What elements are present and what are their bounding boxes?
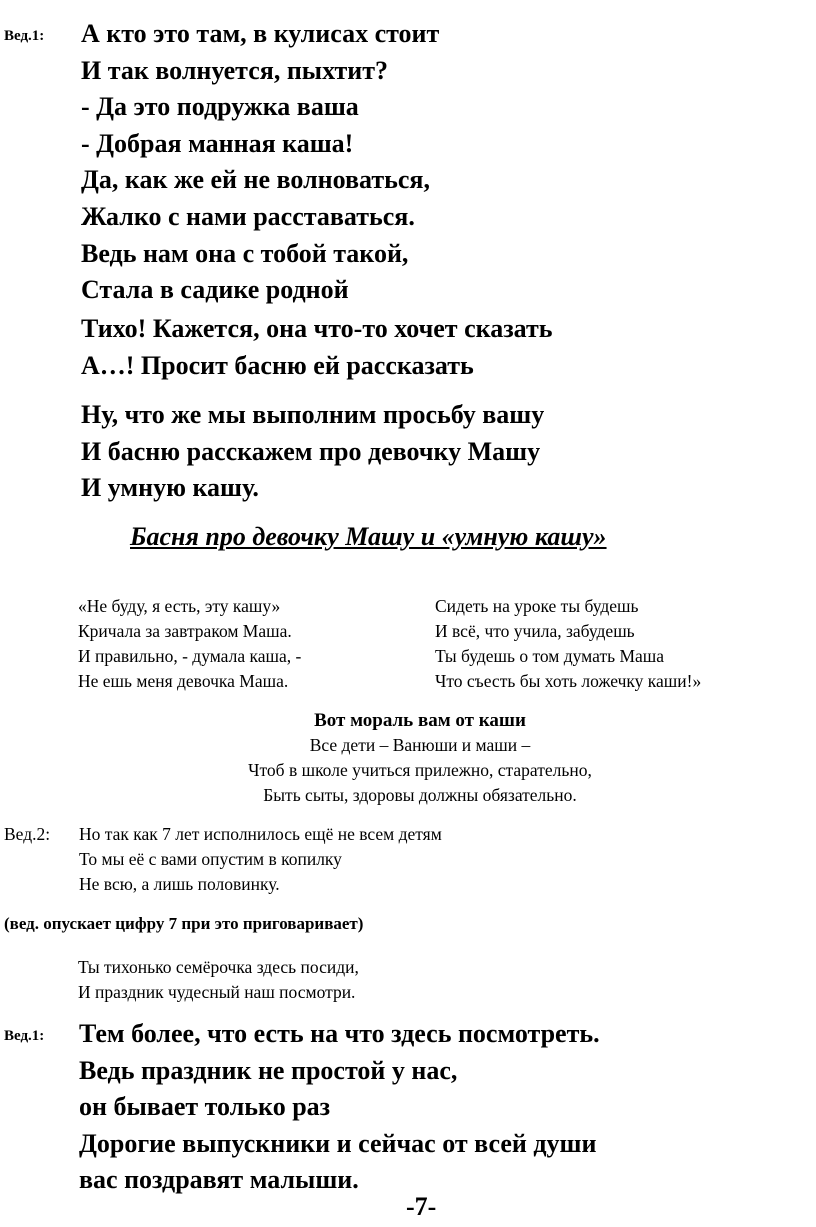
moral-line: Все дети – Ванюши и маши – <box>309 735 531 755</box>
speech-line: Ты тихонько семёрочка здесь посиди, <box>78 957 359 977</box>
speaker-label: Вед.1: <box>4 28 45 44</box>
verse-line: Дорогие выпускники и сейчас от всей души <box>79 1128 597 1158</box>
verse-line: Ведь праздник не простой у нас, <box>79 1055 458 1085</box>
verse-line: Ведь нам она с тобой такой, <box>81 238 409 268</box>
fable-column-right <box>435 594 701 694</box>
verse-line: Тихо! Кажется, она что-то хочет сказать <box>81 314 553 343</box>
fable-column-left <box>78 594 301 694</box>
verse-block-1 <box>81 16 439 309</box>
verse-line: Тем более, что есть на что здесь посмотреть. <box>79 1019 600 1048</box>
fable-title: Басня про девочку Машу и «умную кашу» <box>130 522 607 551</box>
speech-block-5 <box>78 955 359 1005</box>
verse-line: Стала в садике родной <box>81 275 349 305</box>
fable-line: Что съесть бы хоть ложечку каши!» <box>435 671 702 691</box>
verse-line: А кто это там, в кулисах стоит <box>81 19 440 48</box>
verse-line: - Да это подружка ваша <box>81 92 359 122</box>
page-number: -7- <box>406 1192 437 1221</box>
verse-line: И басню расскажем про девочку Машу <box>81 436 541 466</box>
moral-line: Чтоб в школе учиться прилежно, старательно, <box>248 760 592 780</box>
fable-line: «Не буду, я есть, эту кашу» <box>78 596 281 616</box>
verse-line: он бывает только раз <box>79 1092 331 1122</box>
fable-line: И всё, что учила, забудешь <box>435 621 635 641</box>
moral-block <box>0 708 816 808</box>
fable-line: Кричала за завтраком Маша. <box>78 621 292 641</box>
stage-direction: (вед. опускает цифру 7 при это приговаривает) <box>4 914 364 933</box>
verse-line: вас поздравят малыши. <box>79 1165 359 1195</box>
verse-line: И умную кашу. <box>81 473 259 503</box>
speaker-label: Вед.2: <box>4 824 51 844</box>
fable-line: Ты будешь о том думать Маша <box>435 646 665 666</box>
verse-line: Да, как же ей не волноваться, <box>81 165 430 195</box>
verse-line: Ну, что же мы выполним просьбу вашу <box>81 400 545 429</box>
verse-block-3 <box>81 397 544 507</box>
speech-line: Не всю, а лишь половинку. <box>79 874 280 894</box>
verse-block-6 <box>79 1016 600 1199</box>
moral-line: Быть сыты, здоровы должны обязательно. <box>263 785 577 805</box>
verse-line: А…! Просит басню ей рассказать <box>81 350 474 380</box>
speaker-label: Вед.1: <box>4 1028 45 1044</box>
speech-line: И праздник чудесный наш посмотри. <box>78 982 356 1002</box>
speech-line: Но так как 7 лет исполнилось ещё не всем детям <box>79 824 442 844</box>
verse-line: - Добрая манная каша! <box>81 128 354 158</box>
verse-line: И так волнуется, пыхтит? <box>81 55 388 85</box>
moral-title: Вот мораль вам от каши <box>314 710 526 731</box>
speech-block-4 <box>79 822 442 897</box>
verse-line: Жалко с нами расставаться. <box>81 201 415 231</box>
fable-line: И правильно, - думала каша, - <box>78 646 302 666</box>
verse-block-2 <box>81 311 553 384</box>
fable-line: Сидеть на уроке ты будешь <box>435 596 639 616</box>
fable-line: Не ешь меня девочка Маша. <box>78 671 289 691</box>
speech-line: То мы её с вами опустим в копилку <box>79 849 342 869</box>
